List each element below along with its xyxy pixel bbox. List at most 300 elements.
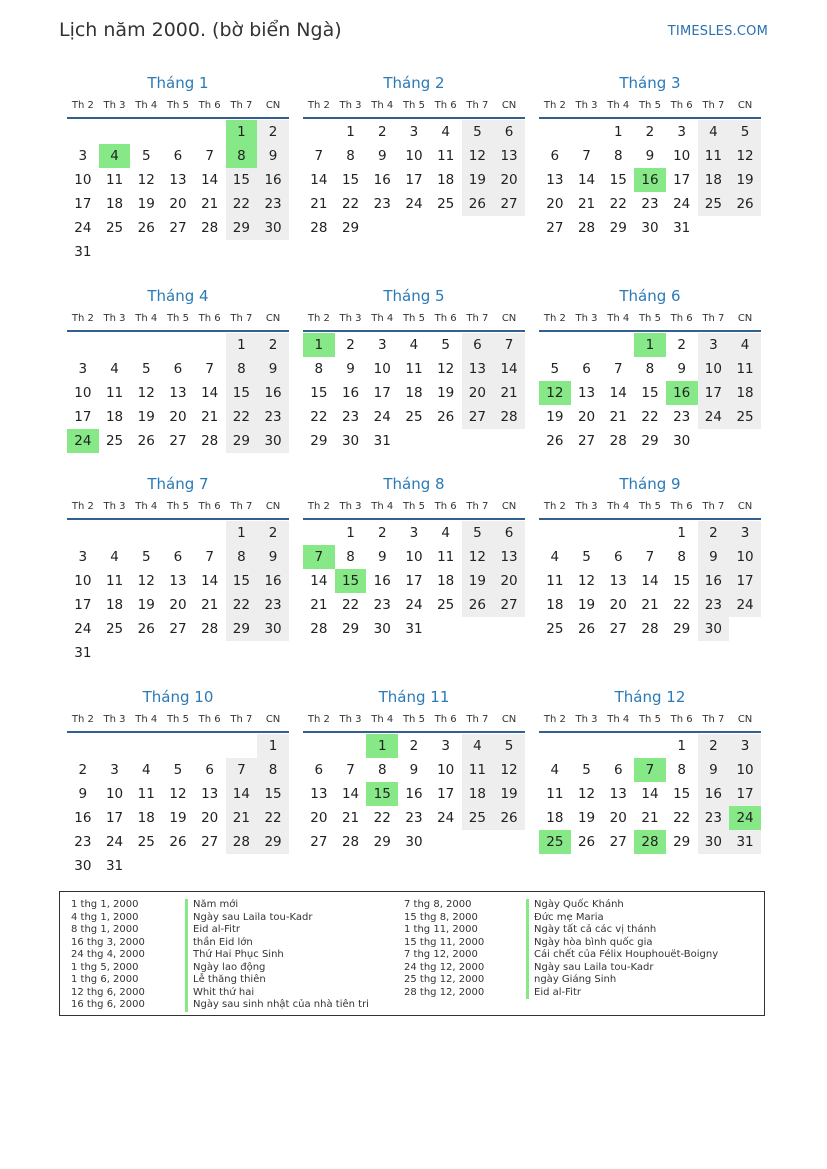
day-cell[interactable]: 12	[729, 144, 761, 168]
day-cell[interactable]: 18	[105, 196, 124, 212]
day-cell[interactable]: 20	[169, 409, 187, 425]
day-cell[interactable]: 20	[493, 168, 525, 192]
day-cell[interactable]: 21	[609, 409, 627, 425]
day-cell[interactable]: 30	[641, 220, 659, 236]
day-cell[interactable]: 11	[137, 786, 155, 802]
day-cell[interactable]: 27	[310, 834, 328, 850]
day-cell[interactable]: 9	[377, 549, 387, 565]
day-cell[interactable]: 12	[437, 361, 455, 377]
site-logo[interactable]: TIMESLES.COM	[667, 24, 768, 39]
day-cell[interactable]: 9	[346, 361, 355, 377]
day-cell[interactable]: 22	[310, 409, 328, 425]
day-cell[interactable]: 15	[609, 172, 627, 188]
day-cell[interactable]: 6	[582, 361, 591, 377]
day-cell[interactable]: 1	[257, 734, 289, 758]
day-cell[interactable]: 15	[341, 172, 360, 188]
day-cell[interactable]: 17	[105, 810, 124, 826]
holiday-day[interactable]: 1	[226, 120, 258, 144]
day-cell[interactable]: 30	[74, 858, 92, 874]
day-cell[interactable]: 14	[609, 385, 627, 401]
day-cell[interactable]: 2	[346, 337, 355, 353]
day-cell[interactable]: 14	[577, 172, 596, 188]
day-cell[interactable]: 13	[169, 172, 187, 188]
holiday-day[interactable]: 7	[634, 758, 666, 782]
day-cell[interactable]: 26	[169, 834, 187, 850]
day-cell[interactable]: 13	[169, 385, 187, 401]
day-cell[interactable]: 27	[201, 834, 219, 850]
day-cell[interactable]: 2	[409, 738, 419, 754]
day-cell[interactable]: 17	[729, 782, 761, 806]
day-cell[interactable]: 15	[226, 569, 258, 593]
day-cell[interactable]: 28	[201, 621, 219, 637]
day-cell[interactable]: 4	[550, 762, 560, 778]
day-cell[interactable]: 8	[226, 545, 258, 569]
holiday-day[interactable]: 28	[634, 830, 666, 854]
day-cell[interactable]: 22	[226, 593, 258, 617]
day-cell[interactable]: 26	[493, 806, 525, 830]
day-cell[interactable]: 17	[74, 409, 92, 425]
day-cell[interactable]: 2	[698, 521, 730, 545]
day-cell[interactable]: 20	[169, 597, 187, 613]
day-cell[interactable]: 10	[405, 148, 423, 164]
holiday-day[interactable]: 24	[729, 806, 761, 830]
day-cell[interactable]: 23	[74, 834, 92, 850]
day-cell[interactable]: 22	[341, 597, 360, 613]
day-cell[interactable]: 18	[546, 810, 564, 826]
day-cell[interactable]: 12	[577, 786, 596, 802]
day-cell[interactable]: 21	[641, 597, 659, 613]
day-cell[interactable]: 11	[437, 148, 455, 164]
day-cell[interactable]: 27	[169, 220, 187, 236]
day-cell[interactable]: 24	[74, 220, 92, 236]
day-cell[interactable]: 28	[341, 834, 360, 850]
day-cell[interactable]: 18	[437, 172, 455, 188]
day-cell[interactable]: 5	[141, 549, 151, 565]
day-cell[interactable]: 12	[493, 758, 525, 782]
day-cell[interactable]: 6	[493, 521, 525, 545]
day-cell[interactable]: 23	[373, 597, 391, 613]
day-cell[interactable]: 16	[698, 782, 730, 806]
day-cell[interactable]: 24	[437, 810, 455, 826]
day-cell[interactable]: 3	[441, 738, 450, 754]
day-cell[interactable]: 2	[257, 333, 289, 357]
day-cell[interactable]: 16	[257, 569, 289, 593]
holiday-day[interactable]: 8	[226, 144, 258, 168]
day-cell[interactable]: 26	[577, 621, 596, 637]
day-cell[interactable]: 13	[546, 172, 564, 188]
day-cell[interactable]: 5	[550, 361, 560, 377]
day-cell[interactable]: 16	[257, 381, 289, 405]
day-cell[interactable]: 8	[613, 148, 623, 164]
day-cell[interactable]: 29	[226, 617, 258, 641]
day-cell[interactable]: 18	[105, 409, 124, 425]
day-cell[interactable]: 1	[677, 738, 686, 754]
day-cell[interactable]: 22	[373, 810, 391, 826]
day-cell[interactable]: 5	[582, 549, 591, 565]
day-cell[interactable]: 31	[74, 244, 92, 260]
day-cell[interactable]: 14	[226, 782, 258, 806]
day-cell[interactable]: 13	[493, 144, 525, 168]
day-cell[interactable]: 17	[74, 597, 92, 613]
holiday-day[interactable]: 7	[303, 545, 335, 569]
day-cell[interactable]: 14	[493, 357, 525, 381]
day-cell[interactable]: 23	[257, 192, 289, 216]
day-cell[interactable]: 17	[74, 196, 92, 212]
day-cell[interactable]: 24	[698, 405, 730, 429]
day-cell[interactable]: 29	[310, 433, 328, 449]
day-cell[interactable]: 4	[110, 549, 119, 565]
day-cell[interactable]: 4	[698, 120, 730, 144]
day-cell[interactable]: 22	[226, 405, 258, 429]
day-cell[interactable]: 22	[226, 192, 258, 216]
day-cell[interactable]: 17	[437, 786, 455, 802]
day-cell[interactable]: 4	[409, 337, 419, 353]
day-cell[interactable]: 30	[257, 216, 289, 240]
day-cell[interactable]: 20	[609, 810, 627, 826]
day-cell[interactable]: 8	[226, 357, 258, 381]
day-cell[interactable]: 27	[577, 433, 596, 449]
day-cell[interactable]: 4	[441, 124, 450, 140]
day-cell[interactable]: 29	[609, 220, 627, 236]
day-cell[interactable]: 30	[341, 433, 360, 449]
day-cell[interactable]: 21	[201, 597, 219, 613]
day-cell[interactable]: 11	[462, 758, 494, 782]
day-cell[interactable]: 20	[462, 381, 494, 405]
day-cell[interactable]: 4	[462, 734, 494, 758]
day-cell[interactable]: 4	[550, 549, 560, 565]
day-cell[interactable]: 17	[729, 569, 761, 593]
day-cell[interactable]: 19	[546, 409, 564, 425]
day-cell[interactable]: 27	[493, 192, 525, 216]
day-cell[interactable]: 29	[641, 433, 659, 449]
day-cell[interactable]: 19	[493, 782, 525, 806]
day-cell[interactable]: 3	[78, 148, 88, 164]
day-cell[interactable]: 30	[673, 433, 691, 449]
holiday-day[interactable]: 1	[303, 333, 335, 357]
day-cell[interactable]: 12	[169, 786, 187, 802]
day-cell[interactable]: 9	[377, 148, 387, 164]
day-cell[interactable]: 19	[137, 597, 155, 613]
day-cell[interactable]: 2	[677, 337, 686, 353]
day-cell[interactable]: 26	[137, 220, 155, 236]
day-cell[interactable]: 1	[226, 333, 258, 357]
day-cell[interactable]: 15	[673, 573, 691, 589]
day-cell[interactable]: 31	[673, 220, 691, 236]
day-cell[interactable]: 6	[173, 148, 183, 164]
day-cell[interactable]: 4	[110, 361, 119, 377]
day-cell[interactable]: 20	[577, 409, 596, 425]
day-cell[interactable]: 2	[78, 762, 88, 778]
day-cell[interactable]: 19	[169, 810, 187, 826]
day-cell[interactable]: 30	[257, 617, 289, 641]
day-cell[interactable]: 14	[310, 573, 328, 589]
day-cell[interactable]: 12	[462, 545, 494, 569]
day-cell[interactable]: 3	[377, 337, 387, 353]
day-cell[interactable]: 28	[201, 220, 219, 236]
day-cell[interactable]: 22	[341, 196, 360, 212]
day-cell[interactable]: 13	[577, 385, 596, 401]
day-cell[interactable]: 1	[677, 525, 686, 541]
day-cell[interactable]: 21	[226, 806, 258, 830]
day-cell[interactable]: 13	[493, 545, 525, 569]
day-cell[interactable]: 27	[546, 220, 564, 236]
day-cell[interactable]: 2	[257, 521, 289, 545]
day-cell[interactable]: 29	[226, 429, 258, 453]
day-cell[interactable]: 8	[257, 758, 289, 782]
day-cell[interactable]: 17	[405, 573, 423, 589]
day-cell[interactable]: 2	[377, 525, 387, 541]
day-cell[interactable]: 24	[673, 196, 691, 212]
day-cell[interactable]: 25	[437, 196, 455, 212]
day-cell[interactable]: 26	[577, 834, 596, 850]
day-cell[interactable]: 21	[201, 196, 219, 212]
day-cell[interactable]: 15	[673, 786, 691, 802]
day-cell[interactable]: 24	[74, 621, 92, 637]
day-cell[interactable]: 8	[377, 762, 387, 778]
day-cell[interactable]: 3	[677, 124, 686, 140]
day-cell[interactable]: 8	[346, 549, 355, 565]
day-cell[interactable]: 10	[729, 545, 761, 569]
day-cell[interactable]: 1	[613, 124, 623, 140]
day-cell[interactable]: 24	[405, 597, 423, 613]
day-cell[interactable]: 17	[405, 172, 423, 188]
day-cell[interactable]: 16	[341, 385, 360, 401]
day-cell[interactable]: 10	[729, 758, 761, 782]
day-cell[interactable]: 11	[698, 144, 730, 168]
day-cell[interactable]: 19	[462, 569, 494, 593]
day-cell[interactable]: 10	[673, 148, 691, 164]
day-cell[interactable]: 19	[137, 196, 155, 212]
day-cell[interactable]: 31	[729, 830, 761, 854]
day-cell[interactable]: 5	[441, 337, 450, 353]
day-cell[interactable]: 28	[493, 405, 525, 429]
day-cell[interactable]: 25	[105, 433, 124, 449]
day-cell[interactable]: 5	[582, 762, 591, 778]
day-cell[interactable]: 25	[437, 597, 455, 613]
day-cell[interactable]: 12	[137, 385, 155, 401]
day-cell[interactable]: 11	[546, 786, 564, 802]
day-cell[interactable]: 19	[137, 409, 155, 425]
day-cell[interactable]: 8	[346, 148, 355, 164]
day-cell[interactable]: 31	[105, 858, 124, 874]
day-cell[interactable]: 3	[110, 762, 119, 778]
day-cell[interactable]: 6	[550, 148, 560, 164]
day-cell[interactable]: 3	[729, 521, 761, 545]
day-cell[interactable]: 22	[673, 810, 691, 826]
day-cell[interactable]: 3	[409, 525, 419, 541]
day-cell[interactable]: 7	[205, 148, 214, 164]
day-cell[interactable]: 10	[373, 361, 391, 377]
day-cell[interactable]: 30	[373, 621, 391, 637]
holiday-day[interactable]: 1	[634, 333, 666, 357]
day-cell[interactable]: 10	[105, 786, 124, 802]
holiday-day[interactable]: 4	[99, 144, 131, 168]
day-cell[interactable]: 16	[698, 569, 730, 593]
day-cell[interactable]: 14	[641, 786, 659, 802]
day-cell[interactable]: 11	[729, 357, 761, 381]
day-cell[interactable]: 27	[609, 834, 627, 850]
day-cell[interactable]: 9	[698, 758, 730, 782]
day-cell[interactable]: 23	[698, 593, 730, 617]
day-cell[interactable]: 9	[645, 148, 655, 164]
day-cell[interactable]: 6	[613, 762, 623, 778]
day-cell[interactable]: 7	[205, 361, 214, 377]
day-cell[interactable]: 16	[74, 810, 92, 826]
day-cell[interactable]: 18	[729, 381, 761, 405]
day-cell[interactable]: 11	[105, 172, 124, 188]
day-cell[interactable]: 17	[373, 385, 391, 401]
day-cell[interactable]: 20	[609, 597, 627, 613]
day-cell[interactable]: 27	[493, 593, 525, 617]
day-cell[interactable]: 19	[437, 385, 455, 401]
day-cell[interactable]: 26	[546, 433, 564, 449]
day-cell[interactable]: 11	[437, 549, 455, 565]
day-cell[interactable]: 31	[373, 433, 391, 449]
day-cell[interactable]: 13	[462, 357, 494, 381]
day-cell[interactable]: 18	[462, 782, 494, 806]
day-cell[interactable]: 25	[462, 806, 494, 830]
day-cell[interactable]: 6	[173, 361, 183, 377]
day-cell[interactable]: 13	[609, 573, 627, 589]
day-cell[interactable]: 4	[729, 333, 761, 357]
day-cell[interactable]: 23	[257, 593, 289, 617]
day-cell[interactable]: 8	[645, 361, 655, 377]
day-cell[interactable]: 3	[78, 361, 88, 377]
day-cell[interactable]: 15	[310, 385, 328, 401]
day-cell[interactable]: 7	[314, 148, 324, 164]
day-cell[interactable]: 29	[373, 834, 391, 850]
day-cell[interactable]: 26	[137, 433, 155, 449]
day-cell[interactable]: 28	[310, 220, 328, 236]
day-cell[interactable]: 1	[346, 525, 355, 541]
day-cell[interactable]: 2	[377, 124, 387, 140]
day-cell[interactable]: 5	[141, 361, 151, 377]
day-cell[interactable]: 18	[105, 597, 124, 613]
day-cell[interactable]: 5	[462, 521, 494, 545]
day-cell[interactable]: 27	[609, 621, 627, 637]
day-cell[interactable]: 10	[74, 573, 92, 589]
day-cell[interactable]: 5	[493, 734, 525, 758]
day-cell[interactable]: 25	[105, 220, 124, 236]
day-cell[interactable]: 20	[493, 569, 525, 593]
day-cell[interactable]: 27	[169, 621, 187, 637]
day-cell[interactable]: 15	[226, 381, 258, 405]
day-cell[interactable]: 26	[437, 409, 455, 425]
holiday-day[interactable]: 24	[67, 429, 99, 453]
holiday-day[interactable]: 16	[666, 381, 698, 405]
day-cell[interactable]: 18	[698, 168, 730, 192]
day-cell[interactable]: 23	[673, 409, 691, 425]
day-cell[interactable]: 2	[257, 120, 289, 144]
day-cell[interactable]: 7	[613, 361, 623, 377]
day-cell[interactable]: 18	[405, 385, 423, 401]
day-cell[interactable]: 21	[201, 409, 219, 425]
day-cell[interactable]: 21	[310, 196, 328, 212]
day-cell[interactable]: 7	[493, 333, 525, 357]
day-cell[interactable]: 27	[169, 433, 187, 449]
day-cell[interactable]: 30	[405, 834, 423, 850]
day-cell[interactable]: 7	[205, 549, 214, 565]
day-cell[interactable]: 25	[546, 621, 564, 637]
holiday-day[interactable]: 25	[539, 830, 571, 854]
day-cell[interactable]: 11	[105, 573, 124, 589]
day-cell[interactable]: 8	[677, 549, 686, 565]
day-cell[interactable]: 24	[729, 593, 761, 617]
day-cell[interactable]: 25	[137, 834, 155, 850]
day-cell[interactable]: 25	[405, 409, 423, 425]
day-cell[interactable]: 18	[437, 573, 455, 589]
day-cell[interactable]: 29	[673, 834, 691, 850]
day-cell[interactable]: 5	[141, 148, 151, 164]
day-cell[interactable]: 6	[493, 120, 525, 144]
day-cell[interactable]: 24	[405, 196, 423, 212]
day-cell[interactable]: 30	[257, 429, 289, 453]
day-cell[interactable]: 13	[310, 786, 328, 802]
day-cell[interactable]: 18	[137, 810, 155, 826]
day-cell[interactable]: 9	[78, 786, 88, 802]
day-cell[interactable]: 9	[677, 361, 686, 377]
day-cell[interactable]: 11	[105, 385, 124, 401]
day-cell[interactable]: 26	[462, 192, 494, 216]
day-cell[interactable]: 16	[257, 168, 289, 192]
day-cell[interactable]: 10	[698, 357, 730, 381]
day-cell[interactable]: 13	[169, 573, 187, 589]
day-cell[interactable]: 28	[609, 433, 627, 449]
day-cell[interactable]: 11	[546, 573, 564, 589]
day-cell[interactable]: 20	[310, 810, 328, 826]
day-cell[interactable]: 15	[257, 782, 289, 806]
day-cell[interactable]: 4	[141, 762, 151, 778]
day-cell[interactable]: 15	[226, 168, 258, 192]
day-cell[interactable]: 3	[698, 333, 730, 357]
day-cell[interactable]: 8	[314, 361, 324, 377]
day-cell[interactable]: 24	[105, 834, 124, 850]
day-cell[interactable]: 3	[78, 549, 88, 565]
day-cell[interactable]: 6	[173, 549, 183, 565]
day-cell[interactable]: 23	[341, 409, 360, 425]
holiday-day[interactable]: 12	[539, 381, 571, 405]
day-cell[interactable]: 23	[257, 405, 289, 429]
day-cell[interactable]: 15	[641, 385, 659, 401]
day-cell[interactable]: 3	[409, 124, 419, 140]
day-cell[interactable]: 25	[105, 621, 124, 637]
day-cell[interactable]: 14	[201, 385, 219, 401]
day-cell[interactable]: 14	[310, 172, 328, 188]
day-cell[interactable]: 29	[673, 621, 691, 637]
day-cell[interactable]: 7	[346, 762, 355, 778]
day-cell[interactable]: 22	[673, 597, 691, 613]
day-cell[interactable]: 19	[577, 597, 596, 613]
day-cell[interactable]: 12	[462, 144, 494, 168]
day-cell[interactable]: 9	[698, 545, 730, 569]
day-cell[interactable]: 19	[729, 168, 761, 192]
day-cell[interactable]: 8	[677, 762, 686, 778]
day-cell[interactable]: 20	[169, 196, 187, 212]
day-cell[interactable]: 21	[641, 810, 659, 826]
day-cell[interactable]: 7	[582, 148, 591, 164]
day-cell[interactable]: 26	[729, 192, 761, 216]
day-cell[interactable]: 26	[462, 593, 494, 617]
day-cell[interactable]: 28	[577, 220, 596, 236]
day-cell[interactable]: 13	[201, 786, 219, 802]
day-cell[interactable]: 13	[609, 786, 627, 802]
day-cell[interactable]: 4	[441, 525, 450, 541]
day-cell[interactable]: 14	[201, 573, 219, 589]
day-cell[interactable]: 22	[641, 409, 659, 425]
day-cell[interactable]: 27	[462, 405, 494, 429]
day-cell[interactable]: 29	[226, 216, 258, 240]
day-cell[interactable]: 30	[698, 830, 730, 854]
